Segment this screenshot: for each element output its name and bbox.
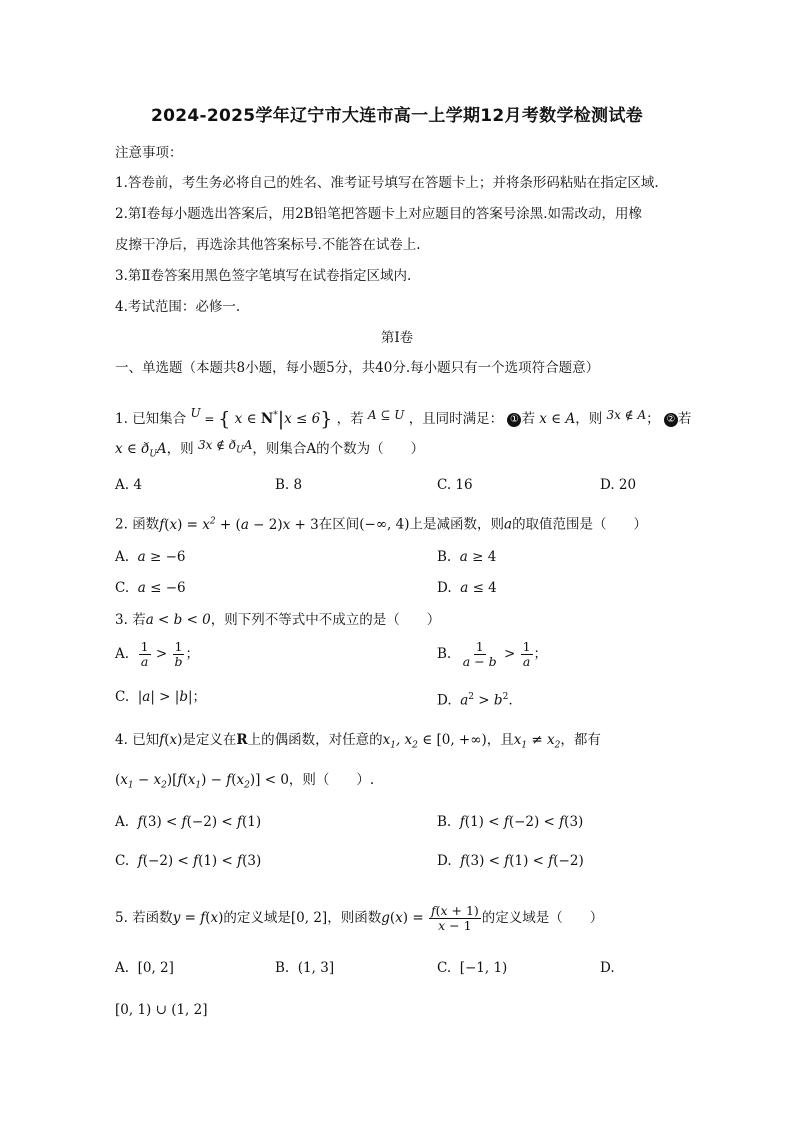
option-d[interactable]: D. a ≤ 4 [437, 580, 497, 596]
option-a[interactable]: A. [0, 2] [115, 960, 174, 976]
option-a[interactable]: A. 4 [115, 477, 142, 493]
option-d[interactable]: D. 20 [600, 477, 637, 493]
option-d-value: [0, 1) ∪ (1, 2] [115, 1002, 208, 1018]
question-3: 3. 若a < b < 0，则下列不等式中不成立的是（ ） [115, 612, 441, 628]
math-expression: f(x) [159, 732, 183, 748]
option-c[interactable]: C. a ≤ −6 [115, 580, 186, 596]
option-c[interactable]: C. |a| > |b|； [115, 689, 207, 705]
notice-item: 1.答卷前，考生务必将自己的姓名、准考证号填写在答题卡上；并将条形码粘贴在指定区域. [115, 175, 659, 191]
math-expression: R [236, 732, 248, 748]
question-1-line-2: x ∈ $ð_UA$，则 $^{3x \notin ð_UA}$，则集合A的个数为（ ） [115, 438, 425, 460]
option-c[interactable]: C. [−1, 1) [437, 960, 508, 976]
option-c[interactable]: C. 16 [437, 477, 473, 493]
section-heading: 一、单选题（本题共8小题，每小题5分，共40分.每小题只有一个选项符合题意） [115, 360, 600, 376]
notice-item: 2.第Ⅰ卷每小题选出答案后，用2B铅笔把答题卡上对应题目的答案号涂黑.如需改动，用橡 [115, 206, 643, 222]
math-expression: y = f(x) [172, 910, 224, 926]
option-d[interactable]: D. f(3) < f(1) < f(−2) [437, 853, 584, 869]
math-expression: g(x) = $\frac{f(x + 1)}{x - 1}$ [381, 903, 479, 933]
circled-number: ① [507, 413, 521, 427]
option-a[interactable]: A. $\frac{1}{a}$ > $\frac{1}{b}$ ； [115, 639, 199, 669]
option-b[interactable]: B. a ≥ 4 [437, 549, 497, 565]
math-expression: $(x_1 - x_2)[f(x_1) - f(x_2)] < 0$ [115, 772, 289, 791]
option-c[interactable]: C. f(−2) < f(1) < f(3) [115, 853, 262, 869]
option-b[interactable]: B. (1, 3] [275, 960, 335, 976]
question-4-line-1: 4. 已知f(x)是定义在R上的偶函数，对任意的$x_1$, $x_2$ ∈ [0, +∞)，且$x_1 \ne x_2$，都有 [115, 732, 601, 751]
option-b[interactable]: B. 8 [275, 477, 303, 493]
math-expression: $x_1 \ne x_2$ [513, 732, 561, 751]
option-d[interactable]: D. $a^2 > b^2$. [437, 692, 513, 709]
option-d[interactable]: D. [600, 960, 615, 976]
notice-item: 皮擦干净后，再选涂其他答案标号.不能答在试卷上. [115, 237, 421, 253]
math-expression: 3x ∉ ðUA [197, 438, 253, 456]
option-b[interactable]: B. f(1) < f(−2) < f(3) [437, 814, 584, 830]
option-a[interactable]: A. f(3) < f(−2) < f(1) [115, 814, 262, 830]
question-1-line-1: 1. 已知集合 $^U$ = { x ∈ N*|x ≤ 6} ，若 $^{A ⊆ U}$ ，且同时满足： ① 若 x ∈ A，则 $^{3x \notin A}$； ② 若 [115, 406, 692, 430]
math-expression: [0, 2] [290, 910, 328, 926]
math-expression: (−∞, 4) [359, 516, 410, 533]
question-2: 2. 函数$f(x) = x^2 + (a - 2)x + 3$在区间(−∞, 4)上是减函数，则a的取值范围是（ ） [115, 516, 648, 533]
math-expression: A ⊆ U [367, 408, 405, 422]
question-5: 5. 若函数y = f(x)的定义域是[0, 2]，则函数g(x) = $\frac{f(x + 1)}{x - 1}$ 的定义域是（ ） [115, 903, 604, 933]
option-b[interactable]: B. $\frac{1}{a - b}$ > $\frac{1}{a}$ ； [437, 639, 548, 669]
math-expression: 3x ∉ A [606, 408, 647, 422]
page-title: 2024-2025学年辽宁市大连市高一上学期12月考数学检测试卷 [151, 106, 643, 126]
math-expression: x ∈ A [539, 411, 576, 427]
notice-item: 3.第Ⅱ卷答案用黑色签字笔填写在试卷指定区域内. [115, 268, 412, 284]
option-a[interactable]: A. a ≥ −6 [115, 549, 186, 565]
math-expression: a < b < 0 [145, 612, 211, 628]
math-expression: $x_1$, $x_2$ ∈ [0, +∞) [382, 732, 487, 751]
math-expression: a [504, 516, 513, 533]
part-title: 第Ⅰ卷 [380, 330, 414, 346]
notice-item: 4.考试范围：必修一. [115, 299, 241, 315]
math-expression: x ∈ $ð_UA$ [115, 441, 167, 460]
question-4-line-2: $(x_1 - x_2)[f(x_1) - f(x_2)] < 0$，则（ ）. [115, 772, 375, 791]
notice-heading: 注意事项： [115, 145, 183, 161]
math-expression: $^U$ = { x ∈ N*|x ≤ 6} [190, 406, 333, 430]
math-expression: $f(x) = x^2 + (a - 2)x + 3$ [159, 516, 319, 533]
circled-number: ② [664, 413, 678, 427]
